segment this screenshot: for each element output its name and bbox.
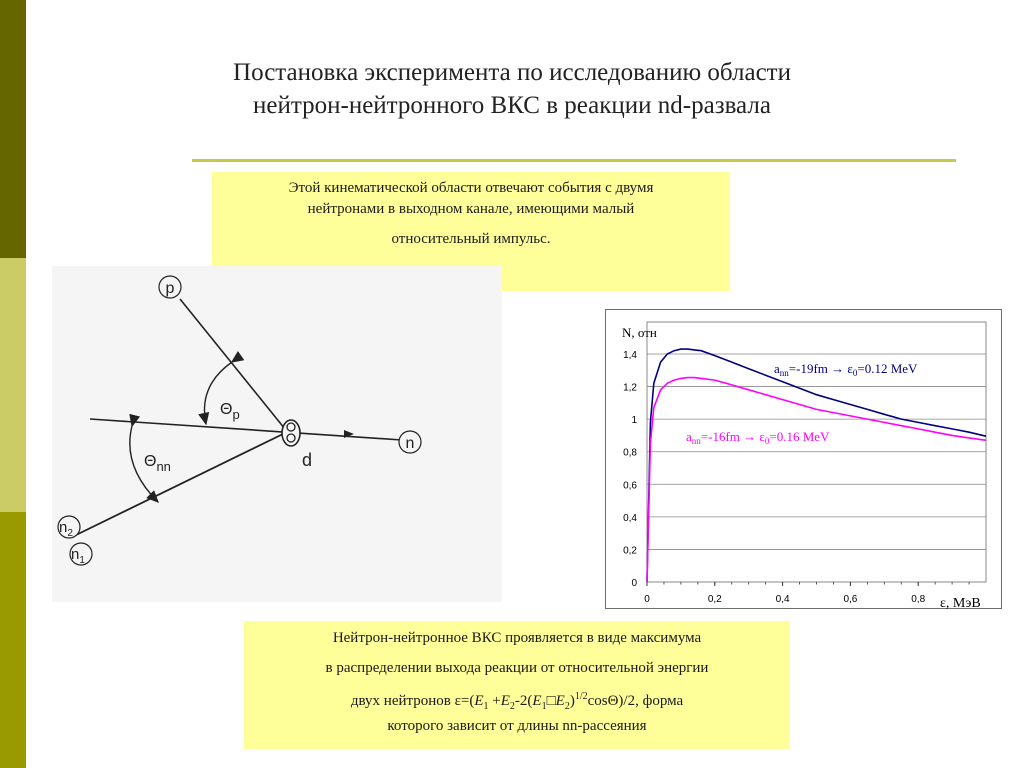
info-box-top-line-3: относительный импульс. [391, 231, 551, 247]
y-tick-label: 0,4 [623, 512, 637, 524]
slide-title-line-2: нейтрон-нейтронного ВКС в реакции nd-развала [253, 92, 771, 119]
yield-chart [606, 310, 1003, 610]
y-tick-label: 1 [631, 415, 637, 427]
neutron-label: n [405, 435, 415, 452]
side-stripe-light [0, 258, 26, 512]
info-box-top-line-2: нейтронами в выходном канале, имеющими малый [307, 201, 635, 217]
x-tick-label: 0,2 [707, 594, 722, 605]
slide-title [100, 56, 924, 122]
x-tick-label: 0,4 [775, 594, 790, 605]
side-stripe-dark [0, 0, 26, 258]
info-box-bottom-line-4: которого зависит от длины nn-рассеяния [387, 718, 647, 734]
x-tick-label: 0 [644, 594, 650, 605]
reaction-diagram [52, 266, 502, 602]
series-line-1 [647, 349, 986, 582]
proton-label: p [165, 280, 175, 297]
x-tick-label: 0,6 [843, 594, 858, 605]
diagram-background [52, 266, 502, 602]
neutron-1-label: $n_1$ [71, 546, 85, 566]
deuteron-label: d [302, 450, 313, 470]
angle-nn-label: $\Theta_{nn}$ [144, 453, 171, 474]
y-tick-label: 1,2 [623, 382, 637, 394]
side-stripe-mid [0, 512, 26, 768]
chart-panel [605, 309, 1002, 609]
series-2-annotation: $a_{nn}=-16fm \to \varepsilon_0=0.16$ MeV [686, 429, 830, 446]
chart-y-axis-label: N, отн [622, 325, 657, 340]
y-tick-label: 0,6 [623, 480, 637, 492]
reaction-diagram-svg [52, 266, 502, 602]
x-tick-label: 0,8 [911, 594, 926, 605]
series-line-2 [647, 378, 986, 582]
info-box-bottom-line-2: в распределении выхода реакции от относительной энергии [325, 660, 709, 676]
y-tick-label: 0,8 [623, 447, 637, 459]
chart-ticks [623, 350, 969, 605]
title-divider [192, 159, 956, 162]
chart-x-axis-label: ε, МэВ [940, 596, 981, 610]
slide-title-line-1: Постановка эксперимента по исследованию области [233, 59, 791, 86]
info-box-bottom [244, 621, 790, 749]
angle-p-label: $\Theta_p$ [220, 401, 240, 422]
chart-series [647, 349, 986, 582]
info-box-top-line-1: Этой кинематической области отвечают события с двумя [288, 180, 654, 196]
y-tick-label: 1,4 [623, 350, 637, 361]
info-box-bottom-line-1: Нейтрон-нейтронное ВКС проявляется в виде максимума [332, 630, 702, 646]
neutron-2-label: $n_2$ [59, 519, 73, 539]
y-tick-label: 0 [631, 578, 637, 589]
info-box-bottom-formula: двух нейтронов $\varepsilon=(E_1$ $+E_2-2(E_1□E_2)^{1/2}\cos\Theta)/2$, форма [350, 691, 684, 712]
y-tick-label: 0,2 [623, 545, 637, 557]
series-1-annotation: $a_{nn}=-19fm \to \varepsilon_0=0.12$ MeV [774, 361, 918, 378]
